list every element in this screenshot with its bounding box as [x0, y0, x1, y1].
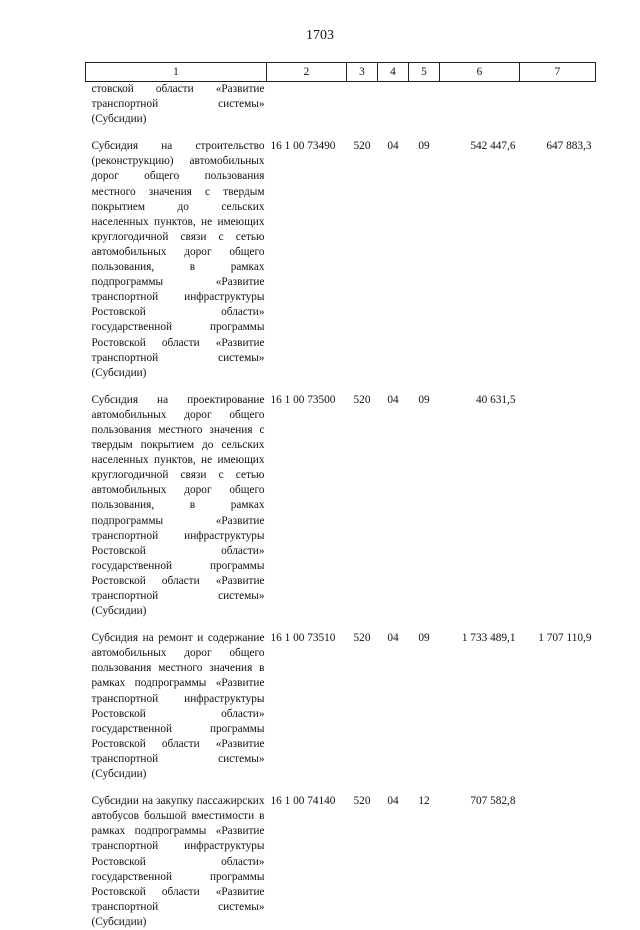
- row-amount-1: 542 447,6: [470, 140, 516, 153]
- row-section: 04: [387, 393, 399, 406]
- table-row: [86, 127, 596, 381]
- row-subsection: 09: [418, 140, 430, 153]
- header-col-6: 6: [440, 63, 520, 82]
- table-body: [86, 82, 596, 930]
- row-amount-1: 707 582,8: [470, 795, 516, 808]
- row-description: стовской области «Развитие транспортной системы» (Субсидии): [91, 83, 265, 126]
- row-expense-type: [347, 82, 378, 128]
- header-col-1: 1: [86, 63, 267, 82]
- row-description: Субсидии на закупку пассажирских автобусов большой вместимости в рамках подпрограммы «Развитие транспортной инфраструктуры Ростовской области» государственной программы Ростовской области «Развитие транспортной системы» (Субсидии): [91, 795, 265, 928]
- table-row: [86, 82, 596, 128]
- row-section: [378, 82, 409, 128]
- row-expense-type: 520: [353, 140, 371, 153]
- row-target-code: 16 1 00 74140: [270, 795, 336, 808]
- row-section: 04: [387, 140, 399, 153]
- row-description: Субсидия на ремонт и содержание автомобильных дорог общего пользования местного значения в рамках подпрограммы «Развитие транспортной инфраструктуры Ростовской области» государственной программы Ростовской области «Развитие транспортной системы» (Субсидии): [91, 632, 265, 781]
- row-expense-type: 520: [353, 795, 371, 808]
- row-target-code: [267, 82, 347, 128]
- header-row: [86, 63, 596, 82]
- row-amount-2: [520, 782, 596, 930]
- row-subsection: 09: [418, 393, 430, 406]
- row-amount-2: 1 707 110,9: [538, 632, 592, 645]
- row-amount-2: [520, 381, 596, 619]
- header-col-7: 7: [520, 63, 596, 82]
- table-row: [86, 619, 596, 782]
- row-expense-type: 520: [353, 393, 371, 406]
- table-row: [86, 381, 596, 619]
- row-description: Субсидия на строительство (реконструкцию) автомобильных дорог общего пользования местного значения с твердым покрытием до сельских населенных пунктов, не имеющих круглогодичной связи с сетью автомобильных дорог общего пользования, в рамках подпрограммы «Развитие транспортной инфраструктуры Ростовской области» государственной программы Ростовской области «Развитие транспортной системы» (Субсидии): [91, 140, 265, 379]
- table-header: [86, 63, 596, 82]
- header-col-3: 3: [347, 63, 378, 82]
- header-col-4: 4: [378, 63, 409, 82]
- row-amount-1: 1 733 489,1: [461, 632, 516, 645]
- header-col-2: 2: [267, 63, 347, 82]
- table-row: [86, 782, 596, 930]
- row-amount-2: [520, 82, 596, 128]
- row-target-code: 16 1 00 73510: [270, 632, 336, 645]
- row-subsection: 09: [418, 632, 430, 645]
- budget-table: [85, 62, 596, 930]
- row-subsection: [409, 82, 440, 128]
- row-amount-1: 40 631,5: [475, 393, 516, 406]
- row-expense-type: 520: [353, 632, 371, 645]
- row-section: 04: [387, 795, 399, 808]
- row-subsection: 12: [418, 795, 430, 808]
- row-target-code: 16 1 00 73490: [270, 140, 336, 153]
- row-amount-2: 647 883,3: [546, 140, 592, 153]
- row-section: 04: [387, 632, 399, 645]
- page-number: 1703: [306, 28, 334, 43]
- header-col-5: 5: [409, 63, 440, 82]
- row-description: Субсидия на проектирование автомобильных дорог общего пользования местного значения с твердым покрытием до сельских населенных пунктов, не имеющих круглогодичной связи с сетью автомобильных дорог общего пользования, в рамках подпрограммы «Развитие транспортной инфраструктуры Ростовской области» государственной программы Ростовской области «Развитие транспортной системы» (Субсидии): [91, 393, 265, 618]
- row-target-code: 16 1 00 73500: [270, 393, 336, 406]
- row-amount-1: [440, 82, 520, 128]
